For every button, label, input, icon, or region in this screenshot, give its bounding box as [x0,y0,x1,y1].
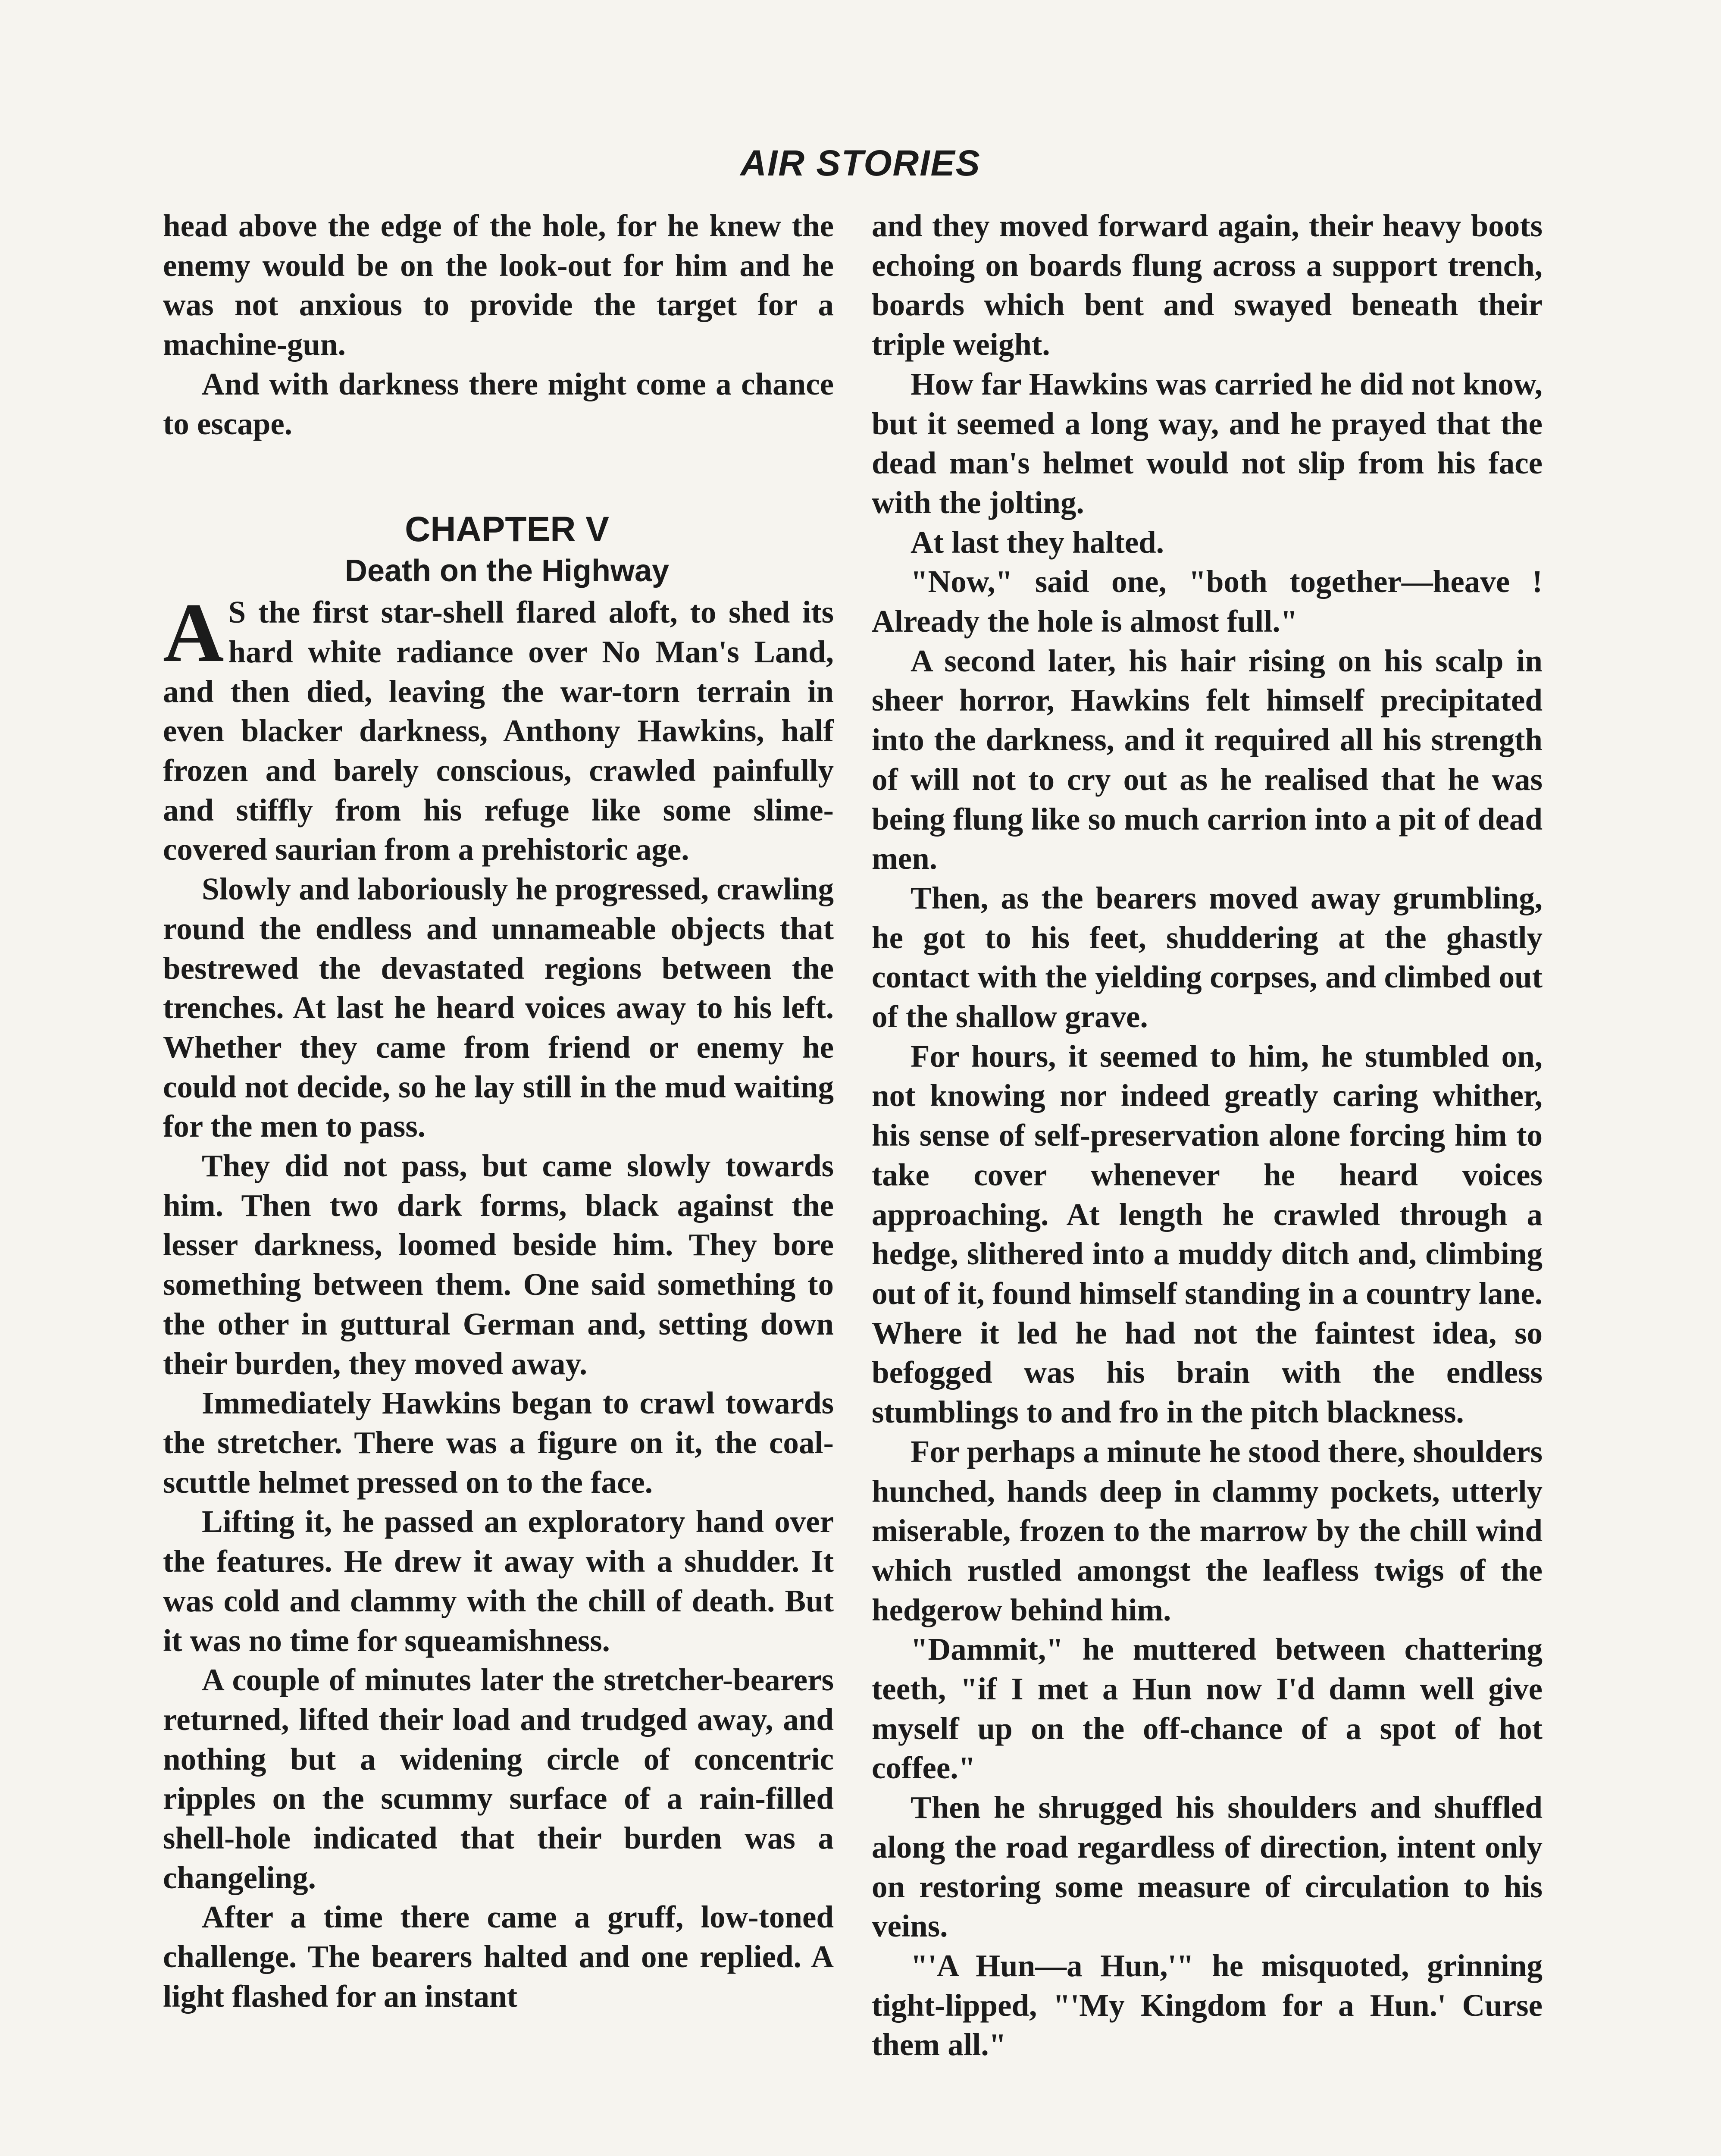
paragraph: Then he shrugged his shoulders and shuffled along the road regardless of direction, intent only on restoring some measure of circulation to his veins. [872,1790,1543,1944]
paragraph: Immediately Hawkins began to crawl towards the stretcher. There was a figure on it, the coal-scuttle helmet pressed on to the face. [163,1385,834,1500]
paragraph: Lifting it, he passed an exploratory hand over the features. He drew it away with a shudder. It was cold and clammy with the chill of death. But it was no time for squeamishness. [163,1504,834,1658]
paragraph: At last they halted. [911,524,1164,560]
section-gap [163,443,834,508]
paragraph: and they moved forward again, their heavy boots echoing on boards flung across a support trench, boards which bent and swayed beneath their triple weight. [872,208,1543,362]
paragraph: How far Hawkins was carried he did not know, but it seemed a long way, and he prayed that the dead man's helmet would not slip from his face with the jolting. [872,366,1543,520]
paragraph: Slowly and laboriously he progressed, crawling round the endless and unnameable objects that bestrewed the devastated regions between the trenches. At last he heard voices away to his left. Whether they came from friend or enemy he could not decide, so he lay still in the mud waiting for the men to pass. [163,871,834,1144]
paragraph: A second later, his hair rising on his scalp in sheer horror, Hawkins felt himself precipitated into the darkness, and it required all his strength of will not to cry out as he realised that he was being flung like so much carrion into a pit of dead men. [872,643,1543,876]
paragraph: And with darkness there might come a chance to escape. [163,366,834,441]
paragraph: "Dammit," he muttered between chattering teeth, "if I met a Hun now I'd damn well give myself up on the off-chance of a spot of hot coffee." [872,1632,1543,1786]
paragraph: They did not pass, but came slowly towards him. Then two dark forms, black against the lesser darkness, loomed beside him. They bore something between them. One said something to the other in guttural German and, setting down their burden, they moved away. [163,1148,834,1381]
right-column [872,206,1543,2065]
paragraph: For hours, it seemed to him, he stumbled on, not knowing nor indeed greatly caring whither, his sense of self-preservation alone forcing him to take cover whenever he heard voices approaching. At length he crawled through a hedge, slithered into a muddy ditch and, climbing out of it, found himself standing in a country lane. Where it led he had not the faintest idea, so befogged was his brain with the endless stumblings to and fro in the pitch blackness. [872,1038,1543,1430]
paragraph: "'A Hun—a Hun,'" he misquoted, grinning tight-lipped, "'My Kingdom for a Hun.' Curse them all." [872,1948,1543,2062]
paragraph: A couple of minutes later the stretcher-bearers returned, lifted their load and trudged away, and nothing but a widening circle of concentric ripples on the scummy surface of a rain-filled shell-hole indicated that their burden was a changeling. [163,1662,834,1895]
paragraph: head above the edge of the hole, for he knew the enemy would be on the look-out for him and he was not anxious to provide the target for a machine-gun. [163,208,834,362]
left-column [163,206,834,2016]
opening-paragraph-text: S the first star-shell flared aloft, to shed its hard white radiance over No Man's Land, and then died, leaving the war-torn terrain in even blacker darkness, Anthony Hawkins, half frozen and barely conscious, crawled painfully and stiffly from his refuge like some slime-covered saurian from a prehistoric age. [163,595,834,867]
paragraph: For perhaps a minute he stood there, shoulders hunched, hands deep in clammy pockets, utterly miserable, frozen to the marrow by the chill wind which rustled amongst the leafless twigs of the hedgerow behind him. [872,1434,1543,1627]
opening-paragraph [163,586,834,869]
chapter-subtitle: Death on the Highway [344,554,670,589]
drop-cap: A [163,586,224,680]
paragraph: After a time there came a gruff, low-toned challenge. The bearers halted and one replied. A light flashed for an instant [163,1899,834,2014]
chapter-heading: CHAPTER V [405,510,609,549]
paragraph: "Now," said one, "both together—heave ! Already the hole is almost full." [872,564,1543,639]
paragraph: Then, as the bearers moved away grumbling, he got to his feet, shuddering at the ghastly contact with the yielding corpses, and climbed out of the shallow grave. [872,880,1543,1034]
running-head: AIR STORIES [740,143,981,183]
